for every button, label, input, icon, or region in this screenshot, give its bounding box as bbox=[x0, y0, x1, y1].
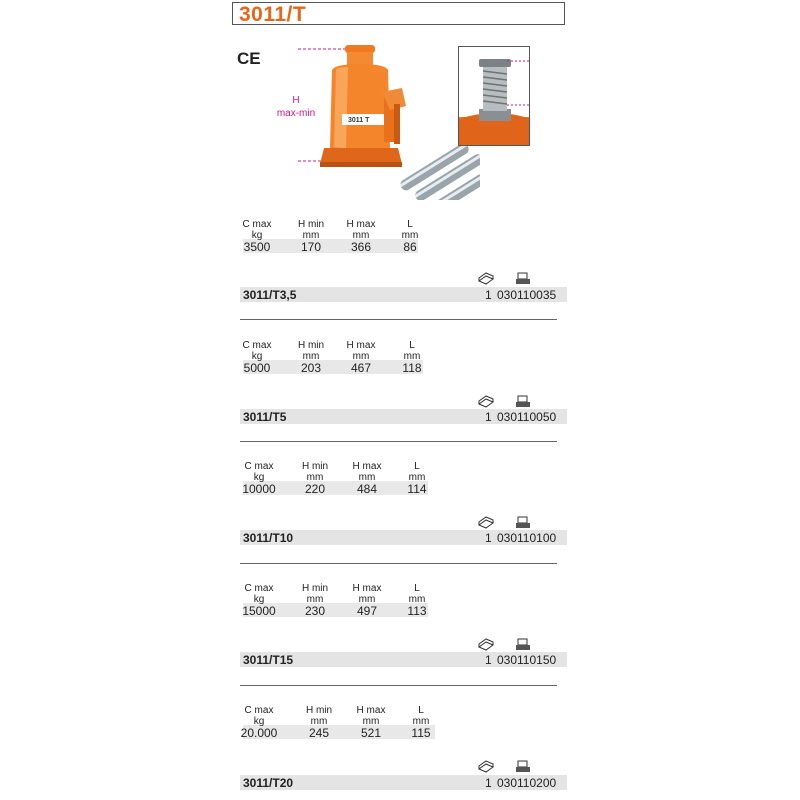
h-min-header: H min mm bbox=[301, 461, 329, 483]
h-max-header: H max mm bbox=[352, 583, 382, 605]
separator bbox=[240, 563, 557, 564]
quantity: 1 bbox=[485, 776, 492, 790]
c-max-value: 5000 bbox=[243, 361, 271, 375]
model-code: 3011/T5 bbox=[243, 410, 287, 424]
c-max-value: 3500 bbox=[243, 240, 271, 254]
h-label: H bbox=[292, 95, 300, 106]
model-code: 3011/T10 bbox=[243, 531, 294, 545]
h-max-header: H max mm bbox=[352, 461, 382, 483]
reference-number: 030110200 bbox=[497, 776, 557, 790]
extension-screw-detail-image bbox=[458, 46, 530, 146]
h-max-value: 521 bbox=[360, 726, 382, 740]
h-min-value: 220 bbox=[304, 482, 326, 496]
barcode-icon bbox=[515, 395, 531, 408]
bottle-jack-image bbox=[290, 40, 480, 200]
l-header: L mm bbox=[401, 219, 419, 241]
code-row-t5 bbox=[240, 409, 567, 424]
l-value: 118 bbox=[402, 361, 422, 375]
h-min-header: H min mm bbox=[297, 219, 325, 241]
l-value: 86 bbox=[403, 240, 417, 254]
h-max-header: H max mm bbox=[356, 705, 386, 727]
c-max-value: 10000 bbox=[242, 482, 276, 496]
h-min-header: H min mm bbox=[305, 705, 333, 727]
code-row-t15 bbox=[240, 652, 567, 667]
c-max-header: C max kg bbox=[244, 583, 274, 605]
model-code: 3011/T20 bbox=[243, 776, 294, 790]
package-icon bbox=[477, 516, 495, 529]
separator bbox=[240, 441, 557, 442]
h-max-header: H max mm bbox=[346, 219, 376, 241]
l-header: L mm bbox=[403, 340, 421, 362]
row-icons bbox=[477, 272, 537, 286]
row-icons bbox=[477, 516, 537, 530]
page-title: 3011/T bbox=[239, 3, 307, 26]
h-sub-label: max-min bbox=[276, 108, 316, 119]
package-icon bbox=[477, 638, 495, 651]
c-max-value: 15000 bbox=[242, 604, 276, 618]
c-max-value: 20.000 bbox=[240, 726, 278, 740]
h-max-value: 467 bbox=[350, 361, 372, 375]
title-box bbox=[232, 2, 565, 25]
jack-label: 3011 T bbox=[348, 117, 370, 124]
h-min-value: 245 bbox=[308, 726, 330, 740]
barcode-icon bbox=[515, 760, 531, 773]
h-max-value: 484 bbox=[356, 482, 378, 496]
quantity: 1 bbox=[485, 288, 492, 302]
reference-number: 030110150 bbox=[497, 653, 557, 667]
l-value: 114 bbox=[407, 482, 427, 496]
package-icon bbox=[477, 272, 495, 285]
reference-number: 030110035 bbox=[497, 288, 557, 302]
ce-mark: CE bbox=[237, 49, 261, 68]
code-row-t20 bbox=[240, 775, 567, 790]
h-min-value: 230 bbox=[304, 604, 326, 618]
code-row-t3-5 bbox=[240, 287, 567, 302]
h-max-header: H max mm bbox=[346, 340, 376, 362]
package-icon bbox=[477, 760, 495, 773]
barcode-icon bbox=[515, 638, 531, 651]
separator bbox=[240, 319, 557, 320]
row-icons bbox=[477, 760, 537, 774]
h-min-value: 170 bbox=[300, 240, 322, 254]
c-max-header: C max kg bbox=[242, 340, 272, 362]
barcode-icon bbox=[515, 516, 531, 529]
c-max-header: C max kg bbox=[242, 219, 272, 241]
model-code: 3011/T15 bbox=[243, 653, 294, 667]
c-max-header: C max kg bbox=[244, 461, 274, 483]
l-header: L mm bbox=[412, 705, 430, 727]
l-header: L mm bbox=[408, 583, 426, 605]
row-icons bbox=[477, 638, 537, 652]
model-code: 3011/T3,5 bbox=[243, 288, 297, 302]
quantity: 1 bbox=[485, 531, 492, 545]
barcode-icon bbox=[515, 272, 531, 285]
l-value: 115 bbox=[411, 726, 431, 740]
h-min-header: H min mm bbox=[297, 340, 325, 362]
c-max-header: C max kg bbox=[244, 705, 274, 727]
l-header: L mm bbox=[408, 461, 426, 483]
l-value: 113 bbox=[407, 604, 427, 618]
h-min-value: 203 bbox=[300, 361, 322, 375]
reference-number: 030110100 bbox=[497, 531, 557, 545]
code-row-t10 bbox=[240, 530, 567, 545]
h-min-header: H min mm bbox=[301, 583, 329, 605]
quantity: 1 bbox=[485, 653, 492, 667]
quantity: 1 bbox=[485, 410, 492, 424]
package-icon bbox=[477, 395, 495, 408]
h-max-value: 497 bbox=[356, 604, 378, 618]
reference-number: 030110050 bbox=[497, 410, 557, 424]
row-icons bbox=[477, 395, 537, 409]
h-max-value: 366 bbox=[350, 240, 372, 254]
separator bbox=[240, 685, 557, 686]
